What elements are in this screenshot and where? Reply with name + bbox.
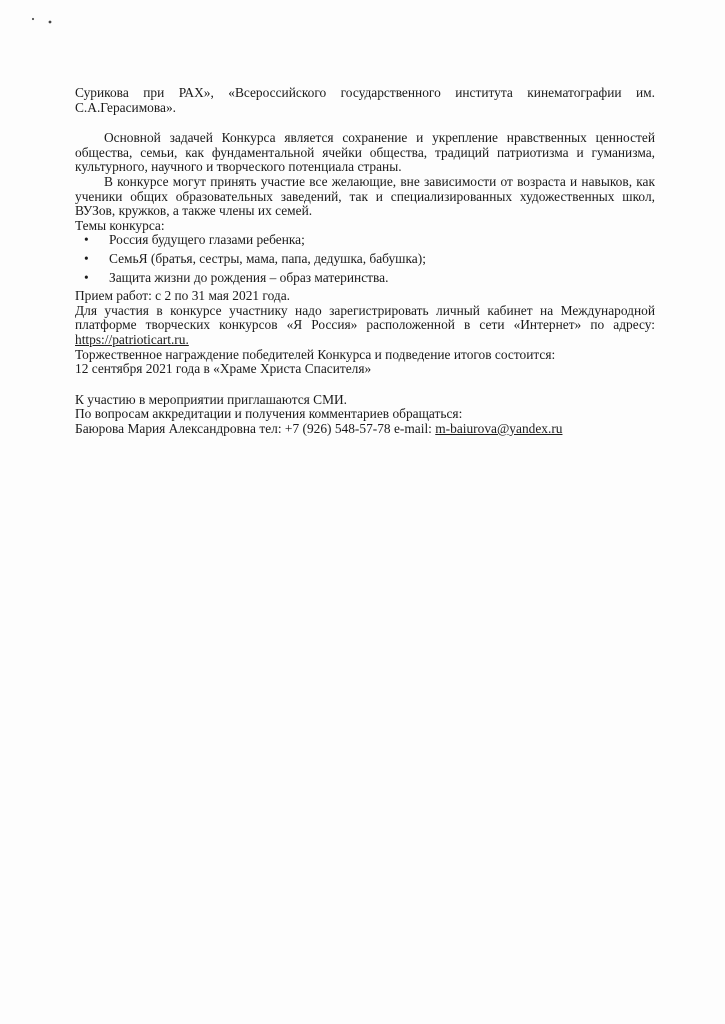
intro-line-1: Сурикова при РАХ», «Всероссийского государственного института кинематографии им. (75, 85, 655, 100)
accreditation-text: По вопросам аккредитации и получения комментариев обращаться: (75, 406, 463, 422)
registration-text: Для участия в конкурсе участнику надо зарегистрировать личный кабинет на Международной платформе творческих конкурсов «Я Россия» расположенной в сети «Интернет» по адресу: (75, 302, 655, 333)
ceremony-line-1: Торжественное награждение победителей Конкурса и подведение итогов состоится: (75, 346, 556, 362)
theme-item: • СемьЯ (братья, сестры, мама, папа, дедушка, бабушка); (109, 252, 655, 267)
document-body (75, 86, 655, 436)
registration-paragraph (75, 304, 655, 348)
theme-item: • Россия будущего глазами ребенка; (109, 233, 655, 248)
registration-link[interactable]: https://patrioticart.ru. (75, 331, 189, 347)
participants-paragraph: В конкурсе могут принять участие все желающие, вне зависимости от возраста и навыков, как ученики общих образовательных заведений, так и специализированных художественных школ, ВУЗов, кружков, а также члены их семей. (75, 173, 655, 219)
theme-item: • Защита жизни до рождения – образ материнства. (109, 271, 655, 286)
scan-speck (49, 21, 52, 24)
task-paragraph: Основной задачей Конкурса является сохранение и укрепление нравственных ценностей общества, семьи, как фундаментальной ячейки общества, традиций патриотизма и гуманизма, культурного, научного и творческого потенциала страны. (75, 130, 655, 175)
contact-email-link[interactable]: m-baiurova@yandex.ru (435, 420, 563, 436)
contact-line (75, 422, 655, 437)
themes-list (75, 233, 655, 285)
ceremony-line-2: 12 сентября 2021 года в «Храме Христа Спасителя» (75, 361, 372, 377)
submission-dates: Прием работ: с 2 по 31 мая 2021 года. (75, 288, 291, 304)
intro-paragraph (75, 86, 655, 115)
intro-line-2: С.А.Герасимова». (75, 99, 177, 115)
scan-speck (32, 18, 34, 20)
media-invite: К участию в мероприятии приглашаются СМИ. (75, 391, 348, 407)
contact-prefix: Баюрова Мария Александровна тел: +7 (926) 548-57-78 e-mail: (75, 420, 436, 436)
scan-specks (0, 0, 80, 30)
themes-heading: Темы конкурса: (75, 217, 165, 233)
